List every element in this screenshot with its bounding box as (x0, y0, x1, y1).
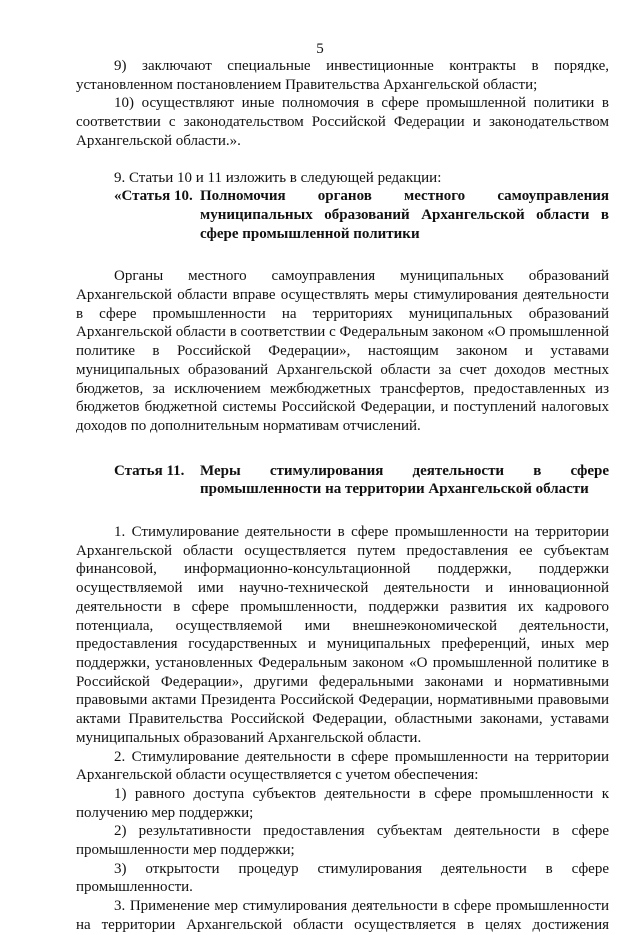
article-11-item-3: 3) открытости процедур стимулирования деятельности в сфере промышленности. (76, 860, 609, 896)
item-10: 10) осуществляют иные полномочия в сфере промышленной политики в соответствии с законодательством Российской Федерации и законодательством Архангельской области.». (76, 95, 609, 149)
article-11-item-2: 2) результативности предоставления субъектам деятельности в сфере промышленности мер поддержки; (76, 823, 609, 859)
article-11-label: Статья 11. (114, 462, 185, 479)
article-11-heading (76, 462, 609, 499)
page-number: 5 (316, 41, 324, 57)
article-11-paragraph-2: 2. Стимулирование деятельности в сфере промышленности на территории Архангельской области осуществляется с учетом обеспечения: (76, 748, 609, 784)
item-9: 9) заключают специальные инвестиционные контракты в порядке, установленном постановлением Правительства Архангельской области; (76, 58, 609, 93)
article-11-paragraph-1: 1. Стимулирование деятельности в сфере промышленности на территории Архангельской области осуществляется путем предоставления ее субъектам финансовой, информационно-консультационной поддержки, поддержки осуществляемой ими научно-технической деятельности и инновационной деятельности в сфере промышленности, поддержки развития их кадрового потенциала, осуществляемой ими внешнеэкономической деятельности, предоставления государственных и муниципальных преференций, иных мер поддержки, установленных Федеральным законом «О промышленной политике в Российской Федерации», другими федеральными законами и нормативными правовыми актами Президента Российской Федерации, нормативными правовыми актами Правительства Российской Федерации, областными законами, уставами муниципальных образований Архангельской области. (76, 524, 609, 746)
article-10-label: «Статья 10. (114, 188, 193, 205)
article-10-text: Органы местного самоуправления муниципальных образований Архангельской области вправе осуществлять меры стимулирования деятельности в сфере промышленности на территориях муниципальных образований Архангельской области в соответствии с Федеральным законом «О промышленной политике в Российской Федерации», настоящим законом и уставами муниципальных образований Архангельской области за счет доходов местных бюджетов, за исключением межбюджетных трансфертов, предоставленных из бюджетов бюджетной системы Российской Федерации, и поступлений налоговых доходов по дополнительным нормативам отчислений. (76, 268, 609, 434)
article-11-item-1: 1) равного доступа субъектов деятельности в сфере промышленности к получению мер поддержки; (76, 785, 609, 821)
article-10-title: Полномочия органов местного самоуправления муниципальных образований Архангельской области в сфере промышленной политики (200, 188, 609, 242)
section-9-intro: 9. Статьи 10 и 11 изложить в следующей редакции: (114, 169, 442, 186)
document-body (76, 57, 609, 935)
article-11-paragraph-3: 3. Применение мер стимулирования деятельности в сфере промышленности на территории Архангельской области осуществляется в целях достижения (76, 898, 609, 933)
article-10-heading (76, 187, 609, 243)
article-11-title: Меры стимулирования деятельности в сфере промышленности на территории Архангельской области (200, 462, 609, 498)
